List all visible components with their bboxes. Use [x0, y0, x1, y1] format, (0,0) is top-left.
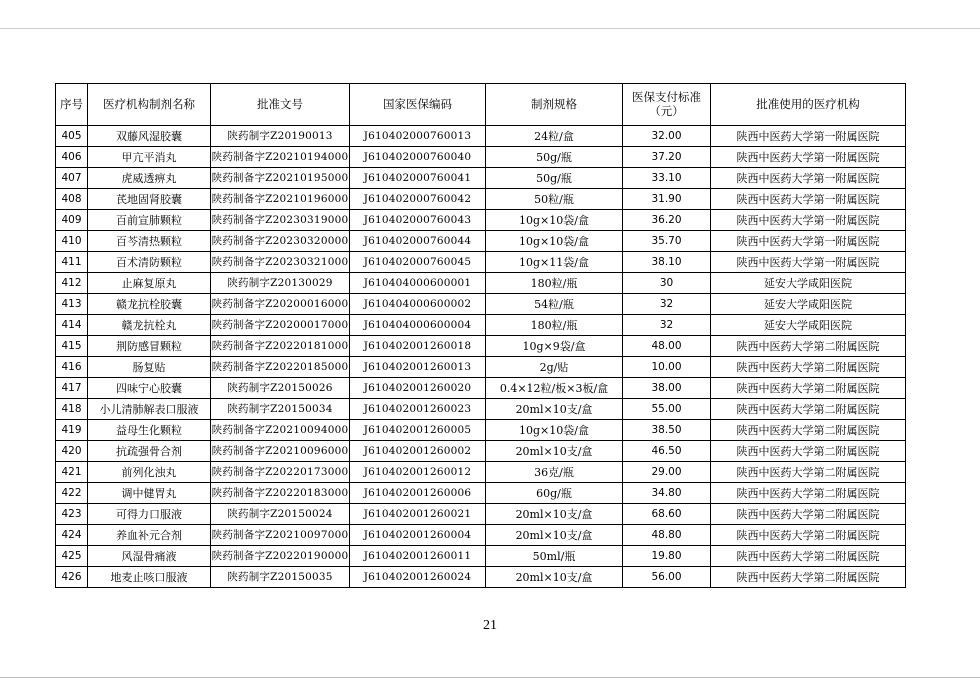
- table-row: [56, 273, 906, 294]
- insurance-code-cell: J610402001260006: [350, 483, 486, 504]
- preparation-name-cell: 肠复贴: [88, 357, 211, 378]
- row-index-cell: 423: [56, 504, 88, 525]
- insurance-code-cell: J610402000760041: [350, 168, 486, 189]
- institution-cell: 陕西中医药大学第一附属医院: [711, 210, 906, 231]
- insurance-code-cell: J610404000600002: [350, 294, 486, 315]
- table-row: [56, 147, 906, 168]
- payment-standard-cell: 32.00: [623, 126, 711, 147]
- insurance-code-cell: J610404000600001: [350, 273, 486, 294]
- table-row: [56, 462, 906, 483]
- preparation-name-cell: 小儿清肺解表口服液: [88, 399, 211, 420]
- table-row: [56, 378, 906, 399]
- payment-standard-cell: 38.50: [623, 420, 711, 441]
- preparation-name-cell: 百前宣肺颗粒: [88, 210, 211, 231]
- table-header-row: [56, 84, 906, 126]
- institution-cell: 陕西中医药大学第一附属医院: [711, 231, 906, 252]
- payment-standard-cell: 55.00: [623, 399, 711, 420]
- header-institution: 批准使用的医疗机构: [711, 84, 906, 126]
- header-index: 序号: [56, 84, 88, 126]
- specification-cell: 50ml/瓶: [486, 546, 623, 567]
- specification-cell: 0.4×12粒/板×3板/盒: [486, 378, 623, 399]
- specification-cell: 60g/瓶: [486, 483, 623, 504]
- approval-number-cell: 陕药制备字Z20230319000: [211, 210, 350, 231]
- table-row: [56, 525, 906, 546]
- payment-standard-cell: 31.90: [623, 189, 711, 210]
- row-index-cell: 414: [56, 315, 88, 336]
- payment-standard-cell: 36.20: [623, 210, 711, 231]
- preparation-name-cell: 百术清防颗粒: [88, 252, 211, 273]
- approval-number-cell: 陕药制字Z20190013: [211, 126, 350, 147]
- payment-standard-cell: 30: [623, 273, 711, 294]
- institution-cell: 陕西中医药大学第二附属医院: [711, 546, 906, 567]
- row-index-cell: 406: [56, 147, 88, 168]
- preparation-name-cell: 抗疏强骨合剂: [88, 441, 211, 462]
- approval-number-cell: 陕药制字Z20150034: [211, 399, 350, 420]
- preparation-name-cell: 双藤风湿胶囊: [88, 126, 211, 147]
- insurance-code-cell: J610402001260024: [350, 567, 486, 588]
- approval-number-cell: 陕药制字Z20150024: [211, 504, 350, 525]
- preparation-name-cell: 赣龙抗栓丸: [88, 315, 211, 336]
- insurance-code-cell: J610404000600004: [350, 315, 486, 336]
- table-row: [56, 126, 906, 147]
- institution-cell: 陕西中医药大学第一附属医院: [711, 147, 906, 168]
- insurance-code-cell: J610402001260002: [350, 441, 486, 462]
- table-row: [56, 294, 906, 315]
- header-insurance-code: 国家医保编码: [350, 84, 486, 126]
- approval-number-cell: 陕药制字Z20150026: [211, 378, 350, 399]
- insurance-code-cell: J610402001260018: [350, 336, 486, 357]
- approval-number-cell: 陕药制备字Z20220190000: [211, 546, 350, 567]
- preparation-name-cell: 养血补元合剂: [88, 525, 211, 546]
- row-index-cell: 426: [56, 567, 88, 588]
- specification-cell: 20ml×10支/盒: [486, 399, 623, 420]
- approval-number-cell: 陕药制备字Z20210096000: [211, 441, 350, 462]
- insurance-code-cell: J610402001260021: [350, 504, 486, 525]
- institution-cell: 陕西中医药大学第一附属医院: [711, 126, 906, 147]
- payment-standard-cell: 38.10: [623, 252, 711, 273]
- specification-cell: 10g×10袋/盒: [486, 210, 623, 231]
- table-row: [56, 357, 906, 378]
- approval-number-cell: 陕药制备字Z20210097000: [211, 525, 350, 546]
- payment-standard-cell: 10.00: [623, 357, 711, 378]
- institution-cell: 延安大学咸阳医院: [711, 315, 906, 336]
- approval-number-cell: 陕药制备字Z20220173000: [211, 462, 350, 483]
- row-index-cell: 411: [56, 252, 88, 273]
- institution-cell: 陕西中医药大学第一附属医院: [711, 168, 906, 189]
- specification-cell: 20ml×10支/盒: [486, 441, 623, 462]
- specification-cell: 10g×11袋/盒: [486, 252, 623, 273]
- table-row: [56, 441, 906, 462]
- specification-cell: 50g/瓶: [486, 168, 623, 189]
- payment-standard-cell: 37.20: [623, 147, 711, 168]
- insurance-code-cell: J610402000760013: [350, 126, 486, 147]
- page-number: 21: [483, 618, 497, 633]
- institution-cell: 延安大学咸阳医院: [711, 273, 906, 294]
- payment-standard-cell: 19.80: [623, 546, 711, 567]
- preparation-name-cell: 益母生化颗粒: [88, 420, 211, 441]
- specification-cell: 180粒/瓶: [486, 315, 623, 336]
- row-index-cell: 413: [56, 294, 88, 315]
- insurance-code-cell: J610402000760042: [350, 189, 486, 210]
- institution-cell: 陕西中医药大学第二附属医院: [711, 336, 906, 357]
- table-row: [56, 315, 906, 336]
- row-index-cell: 405: [56, 126, 88, 147]
- insurance-code-cell: J610402001260011: [350, 546, 486, 567]
- payment-standard-cell: 68.60: [623, 504, 711, 525]
- preparation-name-cell: 调中健胃丸: [88, 483, 211, 504]
- table-row: [56, 336, 906, 357]
- institution-cell: 陕西中医药大学第二附属医院: [711, 399, 906, 420]
- row-index-cell: 415: [56, 336, 88, 357]
- formulary-table: [55, 83, 906, 588]
- preparation-name-cell: 虎威透痹丸: [88, 168, 211, 189]
- institution-cell: 陕西中医药大学第二附属医院: [711, 420, 906, 441]
- institution-cell: 陕西中医药大学第二附属医院: [711, 567, 906, 588]
- approval-number-cell: 陕药制备字Z20220183000: [211, 483, 350, 504]
- preparation-name-cell: 可得力口服液: [88, 504, 211, 525]
- specification-cell: 36克/瓶: [486, 462, 623, 483]
- preparation-name-cell: 前列化浊丸: [88, 462, 211, 483]
- header-preparation-name: 医疗机构制剂名称: [88, 84, 211, 126]
- header-specification: 制剂规格: [486, 84, 623, 126]
- insurance-code-cell: J610402001260012: [350, 462, 486, 483]
- row-index-cell: 421: [56, 462, 88, 483]
- approval-number-cell: 陕药制备字Z20230321000: [211, 252, 350, 273]
- preparation-name-cell: 芪地固肾胶囊: [88, 189, 211, 210]
- approval-number-cell: 陕药制备字Z20210196000: [211, 189, 350, 210]
- row-index-cell: 410: [56, 231, 88, 252]
- table-row: [56, 189, 906, 210]
- table-row: [56, 231, 906, 252]
- table-row: [56, 420, 906, 441]
- institution-cell: 陕西中医药大学第二附属医院: [711, 462, 906, 483]
- insurance-code-cell: J610402001260013: [350, 357, 486, 378]
- approval-number-cell: 陕药制备字Z20230320000: [211, 231, 350, 252]
- insurance-code-cell: J610402001260005: [350, 420, 486, 441]
- specification-cell: 20ml×10支/盒: [486, 567, 623, 588]
- row-index-cell: 425: [56, 546, 88, 567]
- header-payment-standard: 医保支付标准（元）: [623, 84, 711, 126]
- insurance-code-cell: J610402001260004: [350, 525, 486, 546]
- approval-number-cell: 陕药制备字Z20210094000: [211, 420, 350, 441]
- table-body: [56, 126, 906, 588]
- payment-standard-cell: 29.00: [623, 462, 711, 483]
- specification-cell: 10g×10袋/盒: [486, 231, 623, 252]
- preparation-name-cell: 止麻复原丸: [88, 273, 211, 294]
- preparation-name-cell: 甲亢平消丸: [88, 147, 211, 168]
- table-row: [56, 168, 906, 189]
- approval-number-cell: 陕药制备字Z20200017000: [211, 315, 350, 336]
- specification-cell: 180粒/瓶: [486, 273, 623, 294]
- institution-cell: 陕西中医药大学第一附属医院: [711, 189, 906, 210]
- payment-standard-cell: 56.00: [623, 567, 711, 588]
- institution-cell: 陕西中医药大学第二附属医院: [711, 525, 906, 546]
- insurance-code-cell: J610402000760045: [350, 252, 486, 273]
- row-index-cell: 418: [56, 399, 88, 420]
- specification-cell: 50g/瓶: [486, 147, 623, 168]
- specification-cell: 50粒/瓶: [486, 189, 623, 210]
- page-top-edge: [0, 28, 980, 29]
- payment-standard-cell: 38.00: [623, 378, 711, 399]
- preparation-name-cell: 地麦止咳口服液: [88, 567, 211, 588]
- row-index-cell: 412: [56, 273, 88, 294]
- preparation-name-cell: 百芩清热颗粒: [88, 231, 211, 252]
- approval-number-cell: 陕药制备字Z20210194000: [211, 147, 350, 168]
- approval-number-cell: 陕药制字Z20130029: [211, 273, 350, 294]
- row-index-cell: 417: [56, 378, 88, 399]
- table-row: [56, 483, 906, 504]
- row-index-cell: 416: [56, 357, 88, 378]
- approval-number-cell: 陕药制字Z20150035: [211, 567, 350, 588]
- approval-number-cell: 陕药制备字Z20220181000: [211, 336, 350, 357]
- specification-cell: 24粒/盒: [486, 126, 623, 147]
- specification-cell: 54粒/瓶: [486, 294, 623, 315]
- approval-number-cell: 陕药制备字Z20210195000: [211, 168, 350, 189]
- header-approval-number: 批准文号: [211, 84, 350, 126]
- insurance-code-cell: J610402000760040: [350, 147, 486, 168]
- table-row: [56, 252, 906, 273]
- row-index-cell: 407: [56, 168, 88, 189]
- insurance-code-cell: J610402001260020: [350, 378, 486, 399]
- insurance-code-cell: J610402000760044: [350, 231, 486, 252]
- payment-standard-cell: 46.50: [623, 441, 711, 462]
- table-row: [56, 210, 906, 231]
- table-row: [56, 546, 906, 567]
- insurance-code-cell: J610402000760043: [350, 210, 486, 231]
- table-row: [56, 504, 906, 525]
- specification-cell: 10g×9袋/盒: [486, 336, 623, 357]
- institution-cell: 陕西中医药大学第二附属医院: [711, 504, 906, 525]
- payment-standard-cell: 33.10: [623, 168, 711, 189]
- institution-cell: 延安大学咸阳医院: [711, 294, 906, 315]
- payment-standard-cell: 34.80: [623, 483, 711, 504]
- institution-cell: 陕西中医药大学第二附属医院: [711, 357, 906, 378]
- institution-cell: 陕西中医药大学第一附属医院: [711, 252, 906, 273]
- row-index-cell: 422: [56, 483, 88, 504]
- payment-standard-cell: 48.80: [623, 525, 711, 546]
- payment-standard-cell: 48.00: [623, 336, 711, 357]
- insurance-code-cell: J610402001260023: [350, 399, 486, 420]
- table-row: [56, 399, 906, 420]
- specification-cell: 10g×10袋/盒: [486, 420, 623, 441]
- preparation-name-cell: 荆防感冒颗粒: [88, 336, 211, 357]
- institution-cell: 陕西中医药大学第二附属医院: [711, 441, 906, 462]
- preparation-name-cell: 风湿骨痛液: [88, 546, 211, 567]
- institution-cell: 陕西中医药大学第二附属医院: [711, 483, 906, 504]
- row-index-cell: 424: [56, 525, 88, 546]
- specification-cell: 2g/贴: [486, 357, 623, 378]
- row-index-cell: 408: [56, 189, 88, 210]
- row-index-cell: 419: [56, 420, 88, 441]
- payment-standard-cell: 32: [623, 294, 711, 315]
- row-index-cell: 420: [56, 441, 88, 462]
- payment-standard-cell: 35.70: [623, 231, 711, 252]
- preparation-name-cell: 赣龙抗栓胶囊: [88, 294, 211, 315]
- page-bottom-edge: [0, 677, 980, 678]
- table-row: [56, 567, 906, 588]
- specification-cell: 20ml×10支/盒: [486, 504, 623, 525]
- preparation-name-cell: 四味宁心胶囊: [88, 378, 211, 399]
- approval-number-cell: 陕药制备字Z20220185000: [211, 357, 350, 378]
- payment-standard-cell: 32: [623, 315, 711, 336]
- institution-cell: 陕西中医药大学第二附属医院: [711, 378, 906, 399]
- approval-number-cell: 陕药制备字Z20200016000: [211, 294, 350, 315]
- specification-cell: 20ml×10支/盒: [486, 525, 623, 546]
- row-index-cell: 409: [56, 210, 88, 231]
